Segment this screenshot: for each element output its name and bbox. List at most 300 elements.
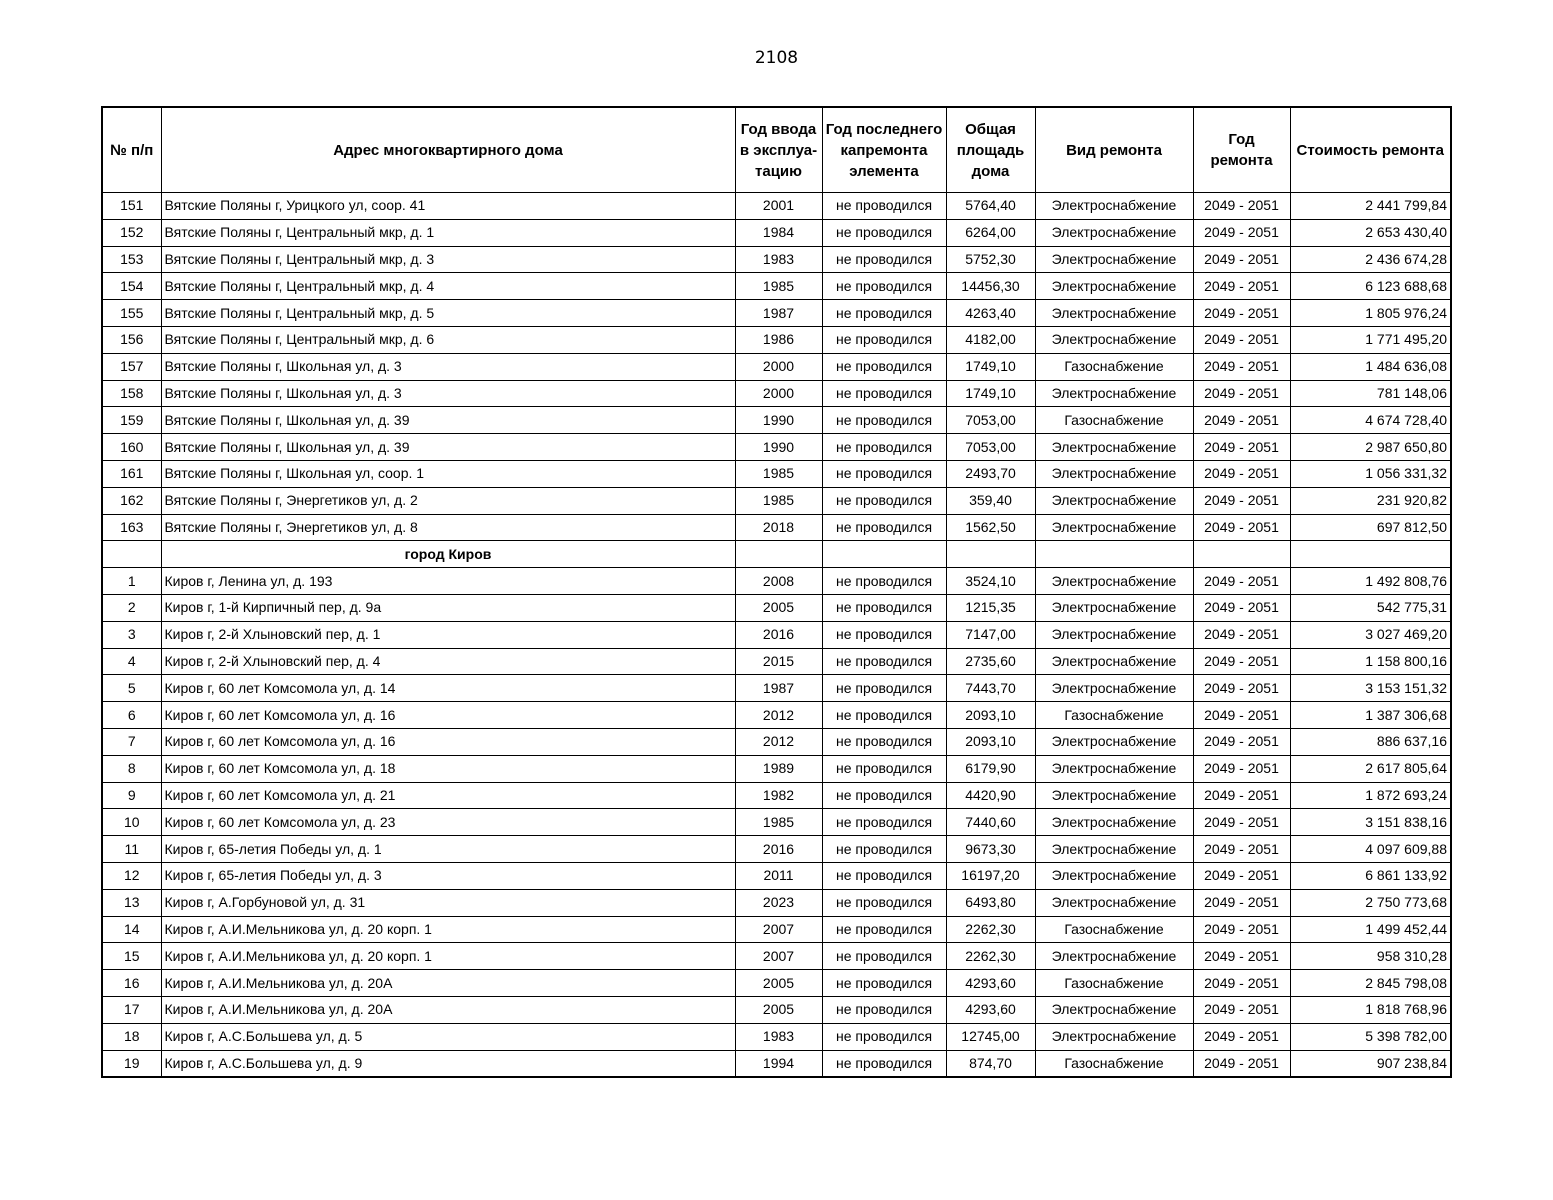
cell-area: 12745,00 [946,1023,1035,1050]
cell-last-repair: не проводился [822,246,946,273]
cell-repair-type: Электроснабжение [1035,889,1193,916]
table-row [102,916,1451,943]
cell-last-repair: не проводился [822,862,946,889]
table-row [102,943,1451,970]
cell-repair-type: Электроснабжение [1035,326,1193,353]
table-row [102,970,1451,997]
cell-cost: 2 653 430,40 [1290,219,1451,246]
cell-repair-type: Электроснабжение [1035,862,1193,889]
cell-address: Вятские Поляны г, Урицкого ул, соор. 41 [161,193,735,220]
cell-last-repair: не проводился [822,728,946,755]
cell-cost: 3 153 151,32 [1290,675,1451,702]
cell-num: 17 [102,996,161,1023]
cell-cost: 1 492 808,76 [1290,568,1451,595]
cell-repair-period: 2049 - 2051 [1193,916,1290,943]
cell-num: 156 [102,326,161,353]
cell-repair-period: 2049 - 2051 [1193,326,1290,353]
cell-repair-period: 2049 - 2051 [1193,460,1290,487]
table-row [102,219,1451,246]
table-body [102,193,1451,1078]
cell-area: 3524,10 [946,568,1035,595]
cell-repair-period: 2049 - 2051 [1193,862,1290,889]
table-row [102,836,1451,863]
cell-area: 1749,10 [946,353,1035,380]
cell-year-built: 2000 [735,380,822,407]
cell-cost: 4 674 728,40 [1290,407,1451,434]
cell-repair-period: 2049 - 2051 [1193,943,1290,970]
cell-area: 1749,10 [946,380,1035,407]
cell-year-built: 2018 [735,514,822,541]
cell-num: 158 [102,380,161,407]
cell-area: 7443,70 [946,675,1035,702]
cell-address: Вятские Поляны г, Центральный мкр, д. 6 [161,326,735,353]
cell-area: 5752,30 [946,246,1035,273]
cell-repair-type: Газоснабжение [1035,970,1193,997]
section-row [102,541,1451,568]
cell-cost: 1 056 331,32 [1290,460,1451,487]
table-row [102,648,1451,675]
cell-cost: 1 805 976,24 [1290,300,1451,327]
repair-register-table [101,106,1452,1078]
cell-cost: 781 148,06 [1290,380,1451,407]
cell-address: Вятские Поляны г, Центральный мкр, д. 3 [161,246,735,273]
cell-year-built: 1989 [735,755,822,782]
cell-repair-type: Электроснабжение [1035,219,1193,246]
cell-cost: 1 771 495,20 [1290,326,1451,353]
cell-repair-type: Электроснабжение [1035,380,1193,407]
cell-repair-type: Электроснабжение [1035,1023,1193,1050]
cell-last-repair: не проводился [822,916,946,943]
cell-last-repair: не проводился [822,702,946,729]
cell-year-built: 2000 [735,353,822,380]
empty-cell [1035,541,1193,568]
cell-num: 153 [102,246,161,273]
header-cost: Стоимость ремонта [1290,107,1451,193]
cell-repair-period: 2049 - 2051 [1193,1023,1290,1050]
cell-address: Киров г, 60 лет Комсомола ул, д. 21 [161,782,735,809]
cell-last-repair: не проводился [822,514,946,541]
cell-last-repair: не проводился [822,996,946,1023]
cell-year-built: 2005 [735,996,822,1023]
cell-cost: 542 775,31 [1290,594,1451,621]
cell-year-built: 1985 [735,460,822,487]
cell-repair-period: 2049 - 2051 [1193,219,1290,246]
cell-cost: 2 987 650,80 [1290,434,1451,461]
cell-area: 359,40 [946,487,1035,514]
cell-last-repair: не проводился [822,193,946,220]
header-address: Адрес многоквартирного дома [161,107,735,193]
cell-year-built: 1982 [735,782,822,809]
cell-cost: 1 499 452,44 [1290,916,1451,943]
cell-repair-type: Электроснабжение [1035,514,1193,541]
cell-repair-type: Электроснабжение [1035,836,1193,863]
header-repair-period: Год ремонта [1193,107,1290,193]
cell-repair-type: Электроснабжение [1035,273,1193,300]
table-row [102,407,1451,434]
cell-repair-type: Газоснабжение [1035,1050,1193,1077]
cell-num: 159 [102,407,161,434]
table-row [102,594,1451,621]
cell-num: 8 [102,755,161,782]
cell-last-repair: не проводился [822,487,946,514]
cell-repair-period: 2049 - 2051 [1193,594,1290,621]
cell-repair-period: 2049 - 2051 [1193,648,1290,675]
cell-repair-period: 2049 - 2051 [1193,487,1290,514]
table-row [102,782,1451,809]
cell-address: Киров г, 1-й Кирпичный пер, д. 9а [161,594,735,621]
cell-num: 155 [102,300,161,327]
cell-year-built: 2007 [735,916,822,943]
cell-repair-period: 2049 - 2051 [1193,621,1290,648]
cell-year-built: 1994 [735,1050,822,1077]
cell-address: Киров г, А.И.Мельникова ул, д. 20 корп. 1 [161,943,735,970]
cell-cost: 886 637,16 [1290,728,1451,755]
cell-last-repair: не проводился [822,460,946,487]
cell-address: Киров г, 65-летия Победы ул, д. 1 [161,836,735,863]
table-row [102,273,1451,300]
cell-address: Киров г, 2-й Хлыновский пер, д. 1 [161,621,735,648]
cell-repair-type: Газоснабжение [1035,407,1193,434]
cell-num: 154 [102,273,161,300]
cell-cost: 2 750 773,68 [1290,889,1451,916]
header-area: Общая площадь дома [946,107,1035,193]
cell-year-built: 1983 [735,246,822,273]
cell-repair-period: 2049 - 2051 [1193,836,1290,863]
cell-repair-period: 2049 - 2051 [1193,755,1290,782]
table-row [102,728,1451,755]
cell-address: Вятские Поляны г, Энергетиков ул, д. 2 [161,487,735,514]
cell-area: 5764,40 [946,193,1035,220]
cell-area: 16197,20 [946,862,1035,889]
cell-address: Киров г, 60 лет Комсомола ул, д. 14 [161,675,735,702]
cell-cost: 3 151 838,16 [1290,809,1451,836]
cell-area: 6179,90 [946,755,1035,782]
table-row [102,1050,1451,1077]
cell-num: 157 [102,353,161,380]
cell-cost: 1 387 306,68 [1290,702,1451,729]
table-row [102,889,1451,916]
cell-last-repair: не проводился [822,219,946,246]
cell-year-built: 1986 [735,326,822,353]
cell-address: Киров г, 60 лет Комсомола ул, д. 23 [161,809,735,836]
cell-area: 4263,40 [946,300,1035,327]
cell-repair-period: 2049 - 2051 [1193,514,1290,541]
cell-area: 2093,10 [946,702,1035,729]
cell-area: 7053,00 [946,434,1035,461]
cell-num: 160 [102,434,161,461]
table-row [102,246,1451,273]
cell-repair-type: Электроснабжение [1035,782,1193,809]
cell-num: 14 [102,916,161,943]
cell-area: 4182,00 [946,326,1035,353]
cell-address: Киров г, 60 лет Комсомола ул, д. 16 [161,728,735,755]
cell-repair-period: 2049 - 2051 [1193,246,1290,273]
cell-num: 2 [102,594,161,621]
cell-repair-type: Электроснабжение [1035,594,1193,621]
cell-repair-type: Электроснабжение [1035,648,1193,675]
cell-year-built: 2023 [735,889,822,916]
cell-cost: 6 123 688,68 [1290,273,1451,300]
cell-cost: 2 436 674,28 [1290,246,1451,273]
cell-cost: 4 097 609,88 [1290,836,1451,863]
cell-year-built: 1983 [735,1023,822,1050]
cell-repair-type: Электроснабжение [1035,300,1193,327]
cell-last-repair: не проводился [822,675,946,702]
cell-num: 12 [102,862,161,889]
table-row [102,353,1451,380]
cell-repair-type: Электроснабжение [1035,943,1193,970]
header-repair-type: Вид ремонта [1035,107,1193,193]
cell-address: Киров г, А.С.Большева ул, д. 5 [161,1023,735,1050]
cell-repair-period: 2049 - 2051 [1193,568,1290,595]
table-row [102,1023,1451,1050]
cell-repair-type: Электроснабжение [1035,246,1193,273]
table-row [102,434,1451,461]
cell-num: 11 [102,836,161,863]
cell-last-repair: не проводился [822,836,946,863]
header-year-built: Год ввода в эксплуа-тацию [735,107,822,193]
cell-repair-period: 2049 - 2051 [1193,702,1290,729]
cell-repair-type: Газоснабжение [1035,702,1193,729]
cell-area: 7053,00 [946,407,1035,434]
cell-last-repair: не проводился [822,594,946,621]
cell-num: 19 [102,1050,161,1077]
cell-last-repair: не проводился [822,943,946,970]
cell-year-built: 2001 [735,193,822,220]
cell-cost: 1 872 693,24 [1290,782,1451,809]
table-row [102,300,1451,327]
cell-last-repair: не проводился [822,621,946,648]
cell-last-repair: не проводился [822,407,946,434]
cell-repair-type: Электроснабжение [1035,460,1193,487]
cell-cost: 1 818 768,96 [1290,996,1451,1023]
cell-address: Вятские Поляны г, Школьная ул, д. 39 [161,434,735,461]
cell-address: Вятские Поляны г, Центральный мкр, д. 1 [161,219,735,246]
cell-num: 1 [102,568,161,595]
cell-area: 1215,35 [946,594,1035,621]
cell-last-repair: не проводился [822,353,946,380]
empty-cell [946,541,1035,568]
table-row [102,514,1451,541]
empty-cell [735,541,822,568]
cell-area: 1562,50 [946,514,1035,541]
cell-last-repair: не проводился [822,755,946,782]
cell-year-built: 2016 [735,836,822,863]
cell-num: 15 [102,943,161,970]
table-row [102,675,1451,702]
table-row [102,862,1451,889]
cell-address: Вятские Поляны г, Школьная ул, соор. 1 [161,460,735,487]
cell-num: 152 [102,219,161,246]
cell-last-repair: не проводился [822,380,946,407]
cell-year-built: 1985 [735,487,822,514]
cell-last-repair: не проводился [822,889,946,916]
cell-last-repair: не проводился [822,648,946,675]
cell-address: Вятские Поляны г, Школьная ул, д. 39 [161,407,735,434]
cell-num: 13 [102,889,161,916]
cell-address: Киров г, 2-й Хлыновский пер, д. 4 [161,648,735,675]
cell-cost: 907 238,84 [1290,1050,1451,1077]
cell-repair-period: 2049 - 2051 [1193,434,1290,461]
cell-cost: 697 812,50 [1290,514,1451,541]
cell-cost: 2 441 799,84 [1290,193,1451,220]
cell-num: 3 [102,621,161,648]
cell-year-built: 2016 [735,621,822,648]
cell-num: 151 [102,193,161,220]
cell-repair-type: Газоснабжение [1035,916,1193,943]
empty-cell [102,541,161,568]
cell-address: Киров г, А.И.Мельникова ул, д. 20 корп. 1 [161,916,735,943]
cell-area: 4293,60 [946,996,1035,1023]
table-row [102,621,1451,648]
cell-year-built: 2008 [735,568,822,595]
cell-repair-type: Электроснабжение [1035,568,1193,595]
cell-last-repair: не проводился [822,273,946,300]
cell-cost: 6 861 133,92 [1290,862,1451,889]
cell-address: Киров г, А.С.Большева ул, д. 9 [161,1050,735,1077]
cell-year-built: 1990 [735,407,822,434]
cell-area: 4420,90 [946,782,1035,809]
cell-year-built: 2011 [735,862,822,889]
cell-address: Киров г, 65-летия Победы ул, д. 3 [161,862,735,889]
cell-area: 2262,30 [946,943,1035,970]
cell-num: 162 [102,487,161,514]
cell-repair-type: Электроснабжение [1035,675,1193,702]
cell-repair-period: 2049 - 2051 [1193,407,1290,434]
cell-area: 2093,10 [946,728,1035,755]
cell-repair-period: 2049 - 2051 [1193,809,1290,836]
cell-cost: 2 845 798,08 [1290,970,1451,997]
cell-last-repair: не проводился [822,809,946,836]
cell-num: 5 [102,675,161,702]
empty-cell [1193,541,1290,568]
table-row [102,702,1451,729]
cell-repair-period: 2049 - 2051 [1193,970,1290,997]
cell-num: 161 [102,460,161,487]
cell-repair-period: 2049 - 2051 [1193,728,1290,755]
cell-address: Киров г, Ленина ул, д. 193 [161,568,735,595]
cell-repair-type: Электроснабжение [1035,809,1193,836]
table-row [102,380,1451,407]
cell-cost: 1 158 800,16 [1290,648,1451,675]
table-row [102,809,1451,836]
cell-num: 6 [102,702,161,729]
cell-address: Вятские Поляны г, Школьная ул, д. 3 [161,353,735,380]
cell-repair-period: 2049 - 2051 [1193,782,1290,809]
page-number: 2108 [754,48,799,68]
cell-last-repair: не проводился [822,326,946,353]
cell-num: 16 [102,970,161,997]
cell-year-built: 1987 [735,300,822,327]
cell-year-built: 1985 [735,809,822,836]
cell-year-built: 1985 [735,273,822,300]
cell-repair-period: 2049 - 2051 [1193,300,1290,327]
cell-last-repair: не проводился [822,782,946,809]
cell-address: Вятские Поляны г, Центральный мкр, д. 4 [161,273,735,300]
cell-year-built: 2007 [735,943,822,970]
table-row [102,568,1451,595]
cell-address: Вятские Поляны г, Центральный мкр, д. 5 [161,300,735,327]
section-title: город Киров [161,541,735,568]
table-row [102,460,1451,487]
cell-repair-period: 2049 - 2051 [1193,380,1290,407]
cell-year-built: 2005 [735,970,822,997]
cell-area: 6493,80 [946,889,1035,916]
cell-repair-type: Электроснабжение [1035,434,1193,461]
cell-repair-period: 2049 - 2051 [1193,353,1290,380]
cell-year-built: 1990 [735,434,822,461]
cell-address: Киров г, 60 лет Комсомола ул, д. 16 [161,702,735,729]
cell-area: 14456,30 [946,273,1035,300]
table-row [102,996,1451,1023]
cell-repair-type: Электроснабжение [1035,621,1193,648]
cell-address: Вятские Поляны г, Школьная ул, д. 3 [161,380,735,407]
cell-address: Киров г, А.И.Мельникова ул, д. 20А [161,970,735,997]
header-last-repair: Год последнего капремонта элемента [822,107,946,193]
cell-num: 10 [102,809,161,836]
table-row [102,326,1451,353]
cell-last-repair: не проводился [822,568,946,595]
cell-repair-type: Электроснабжение [1035,755,1193,782]
cell-num: 4 [102,648,161,675]
cell-repair-type: Электроснабжение [1035,996,1193,1023]
cell-repair-period: 2049 - 2051 [1193,996,1290,1023]
cell-repair-type: Электроснабжение [1035,728,1193,755]
cell-area: 7440,60 [946,809,1035,836]
cell-cost: 1 484 636,08 [1290,353,1451,380]
cell-address: Киров г, 60 лет Комсомола ул, д. 18 [161,755,735,782]
cell-area: 7147,00 [946,621,1035,648]
cell-year-built: 1984 [735,219,822,246]
cell-cost: 5 398 782,00 [1290,1023,1451,1050]
cell-year-built: 2012 [735,702,822,729]
cell-area: 9673,30 [946,836,1035,863]
cell-repair-type: Электроснабжение [1035,487,1193,514]
cell-area: 2262,30 [946,916,1035,943]
cell-repair-period: 2049 - 2051 [1193,193,1290,220]
cell-last-repair: не проводился [822,300,946,327]
cell-cost: 231 920,82 [1290,487,1451,514]
cell-year-built: 2015 [735,648,822,675]
empty-cell [1290,541,1451,568]
cell-last-repair: не проводился [822,434,946,461]
cell-repair-period: 2049 - 2051 [1193,889,1290,916]
cell-area: 4293,60 [946,970,1035,997]
cell-num: 18 [102,1023,161,1050]
cell-last-repair: не проводился [822,1050,946,1077]
cell-last-repair: не проводился [822,970,946,997]
cell-num: 9 [102,782,161,809]
cell-address: Киров г, А.И.Мельникова ул, д. 20А [161,996,735,1023]
cell-repair-period: 2049 - 2051 [1193,675,1290,702]
cell-year-built: 2012 [735,728,822,755]
cell-repair-type: Электроснабжение [1035,193,1193,220]
empty-cell [822,541,946,568]
table-row [102,487,1451,514]
table-row [102,755,1451,782]
cell-area: 874,70 [946,1050,1035,1077]
cell-year-built: 2005 [735,594,822,621]
table-row [102,193,1451,220]
cell-repair-period: 2049 - 2051 [1193,1050,1290,1077]
cell-address: Вятские Поляны г, Энергетиков ул, д. 8 [161,514,735,541]
cell-cost: 2 617 805,64 [1290,755,1451,782]
cell-area: 2735,60 [946,648,1035,675]
cell-num: 7 [102,728,161,755]
cell-address: Киров г, А.Горбуновой ул, д. 31 [161,889,735,916]
cell-cost: 3 027 469,20 [1290,621,1451,648]
cell-area: 2493,70 [946,460,1035,487]
